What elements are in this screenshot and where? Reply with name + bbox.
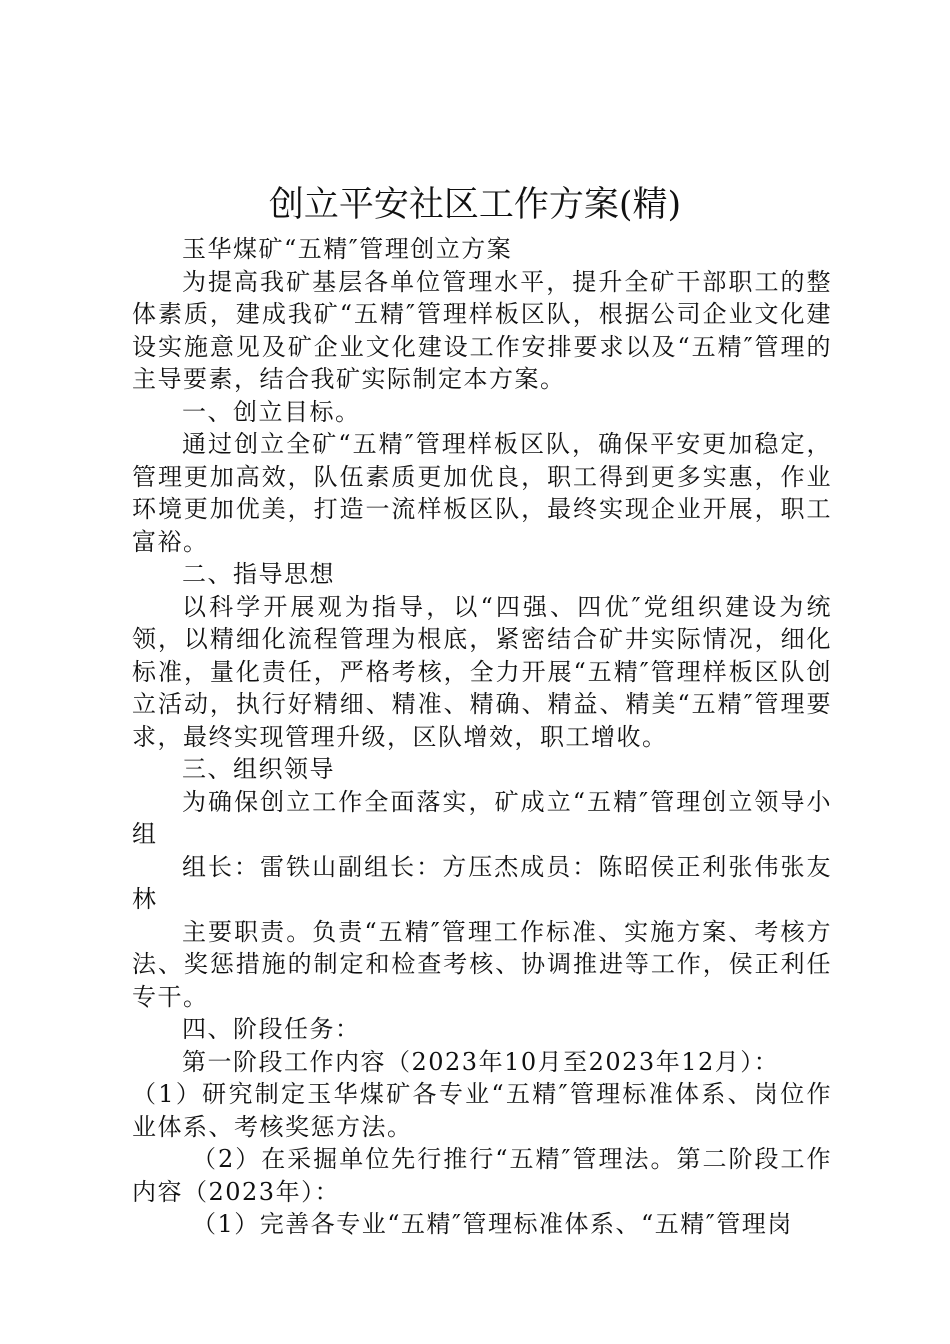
stage-one-item-2: （2）在采掘单位先行推行“五精″管理法。第二阶段工作内容（2023年）： [132,1145,832,1206]
leadership-members: 组长：雷铁山副组长：方压杰成员：陈昭侯正利张伟张友林 [132,852,832,913]
goals-paragraph: 通过创立全矿“五精″管理样板区队，确保平安更加稳定，管理更加高效，队伍素质更加优良，职工得到更多实惠，作业环境更加优美，打造一流样板区队，最终实现企业开展，职工富裕。 [132,430,832,556]
stage-two-item-1: （1）完善各专业“五精″管理标准体系、“五精″管理岗 [192,1210,793,1238]
guiding-thought-paragraph: 以科学开展观为指导，以“四强、四优″党组织建设为统领，以精细化流程管理为根底，紧密结合矿井实际情况，细化标准，量化责任，严格考核，全力开展“五精″管理样板区队创立活动，执行好精细、精准、精确、精益、精美“五精″管理要求，最终实现管理升级，区队增效，职工增收。 [132,592,832,751]
plan-subtitle: 玉华煤矿“五精″管理创立方案 [182,235,513,263]
leadership-paragraph: 为确保创立工作全面落实，矿成立“五精″管理创立领导小组 [132,787,832,848]
document-body [132,233,832,1241]
section-heading-leadership: 三、组织领导 [182,755,335,783]
section-heading-stage-tasks: 四、阶段任务： [182,1015,361,1043]
stage-one-item-1: （1）研究制定玉华煤矿各专业“五精″管理标准体系、岗位作业体系、考核奖惩方法。 [132,1080,832,1141]
section-heading-guiding-thought: 二、指导思想 [182,560,335,588]
responsibilities-paragraph: 主要职责。负责“五精″管理工作标准、实施方案、考核方法、奖惩措施的制定和检查考核、协调推进等工作，侯正利任专干。 [132,917,832,1011]
document-title: 创立平安社区工作方案(精) [268,185,682,225]
stage-one-heading: 第一阶段工作内容（2023年10月至2023年12月）： [182,1047,780,1076]
intro-paragraph: 为提高我矿基层各单位管理水平，提升全矿干部职工的整体素质，建成我矿“五精″管理样板区队，根据公司企业文化建设实施意见及矿企业文化建设工作安排要求以及“五精″管理的主导要素，结合我矿实际制定本方案。 [132,267,832,393]
section-heading-goals: 一、创立目标。 [182,397,361,426]
